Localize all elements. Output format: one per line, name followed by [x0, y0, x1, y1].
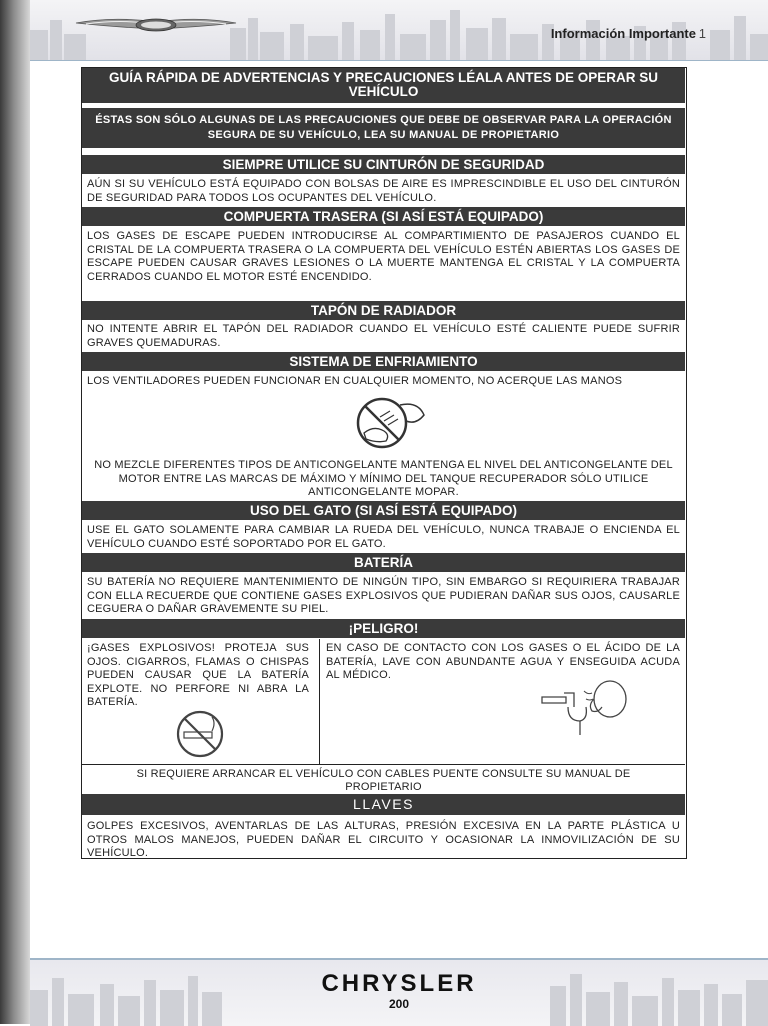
danger-heading: ¡PELIGRO!	[82, 619, 685, 638]
chrysler-brand-wordmark: CHRYSLER	[321, 970, 477, 997]
no-smoking-flame-icon	[172, 709, 232, 759]
jack-heading: USO DEL GATO (SI ASÍ ESTÁ EQUIPADO)	[82, 501, 685, 520]
danger-left-text: ¡GASES EXPLOSIVOS! PROTEJA SUS OJOS. CIGARROS, FLAMAS O CHISPAS PUEDEN CAUSAR QUE LA BATERÍA EXPLOTE. NO PERFORE NI ABRA LA BATERÍA.	[87, 642, 309, 709]
jumpstart-text: SI REQUIERE ARRANCAR EL VEHÍCULO CON CABLES PUENTE CONSULTE SU MANUAL DE PROPIETARIO	[136, 768, 631, 793]
liftgate-text: LOS GASES DE ESCAPE PUEDEN INTRODUCIRSE AL COMPARTIMIENTO DE PASAJEROS CUANDO EL CRISTAL DE LA COMPUERTA TRASERA O LA COMPUERTA DEL VEHÍCULO ESTÉN ABIERTAS LOS GASES DE ESCAPE PUEDEN CAUSAR GRAVES LESIONES O LA MUERTE MANTENGA EL CRISTAL Y LA COMPUERTA CERRADOS CUANDO EL MOTOR ESTÉ ENCENDIDO.	[87, 230, 680, 283]
danger-right-text: EN CASO DE CONTACTO CON LOS GASES O EL ÁCIDO DE LA BATERÍA, LAVE CON ABUNDANTE AGUA Y ENSEGUIDA ACUDA AL MÉDICO.	[326, 642, 680, 682]
antifreeze-text: NO MEZCLE DIFERENTES TIPOS DE ANTICONGELANTE MANTENGA EL NIVEL DEL ANTICONGELANTE DEL MOTOR ENTRE LAS MARCAS DE MÁXIMO Y MÍNIMO DEL TANQUE RECUPERADOR SÓLO UTILICE ANTICONGELANTE MOPAR.	[94, 459, 673, 499]
page-header	[30, 0, 768, 61]
liftgate-heading: COMPUERTA TRASERA (SI ASÍ ESTÁ EQUIPADO)	[82, 207, 685, 226]
no-hands-fan-icon	[350, 397, 432, 451]
danger-divider	[319, 639, 320, 764]
cooling-heading: SISTEMA DE ENFRIAMIENTO	[82, 352, 685, 371]
seatbelt-heading: SIEMPRE UTILICE SU CINTURÓN DE SEGURIDAD	[82, 155, 685, 174]
page-number: 200	[388, 997, 410, 1011]
radiator-text: NO INTENTE ABRIR EL TAPÓN DEL RADIADOR CUANDO EL VEHÍCULO ESTÉ CALIENTE PUEDE SUFRIR GRAVES QUEMADURAS.	[87, 323, 680, 349]
eye-wash-icon	[540, 677, 632, 739]
section-page-tag: 1	[698, 26, 706, 41]
seatbelt-text: AÚN SI SU VEHÍCULO ESTÁ EQUIPADO CON BOLSAS DE AIRE ES IMPRESCINDIBLE EL USO DEL CINTURÓN DE SEGURIDAD PARA TODOS LOS OCUPANTES DEL VEHÍCULO.	[87, 178, 680, 204]
page-left-edge	[0, 0, 30, 1024]
subtitle: ÉSTAS SON SÓLO ALGUNAS DE LAS PRECAUCIONES QUE DEBE DE OBSERVAR PARA LA OPERACIÓN SEGURA DE SU VEHÍCULO, LEA SU MANUAL DE PROPIETARIO	[82, 108, 685, 148]
battery-text: SU BATERÍA NO REQUIERE MANTENIMIENTO DE NINGÚN TIPO, SIN EMBARGO SI REQUIRIERA TRABAJAR CON ELLA RECUERDE QUE CONTIENE GASES EXPLOSIVOS QUE PUDIERAN DAÑAR SUS OJOS, CAUSARLE CEGUERA O DAÑAR GRAVEMENTE SU PIEL.	[87, 576, 680, 616]
section-title: Información Importante	[550, 26, 696, 41]
jack-text: USE EL GATO SOLAMENTE PARA CAMBIAR LA RUEDA DEL VEHÍCULO, NUNCA TRABAJE O ENCIENDA EL VEHÍCULO CUANDO ESTÉ SOPORTADO POR EL GATO.	[87, 524, 680, 550]
cooling-text: LOS VENTILADORES PUEDEN FUNCIONAR EN CUALQUIER MOMENTO, NO ACERQUE LAS MANOS	[87, 375, 623, 387]
keys-heading: LLAVES	[82, 794, 685, 815]
page-footer	[30, 958, 768, 1026]
radiator-heading: TAPÓN DE RADIADOR	[82, 301, 685, 320]
main-title: GUÍA RÁPIDA DE ADVERTENCIAS Y PRECAUCIONES LÉALA ANTES DE OPERAR SU VEHÍCULO	[82, 68, 685, 103]
chrysler-wings-logo	[74, 14, 238, 38]
warnings-card	[81, 67, 687, 859]
keys-text: GOLPES EXCESIVOS, AVENTARLAS DE LAS ALTURAS, PRESIÓN EXCESIVA EN LA PARTE PLÁSTICA U OTROS MALOS MANEJOS, PUEDEN DAÑAR EL CIRCUITO Y OCASIONAR LA INMOVILIZACIÓN DE SU VEHÍCULO.	[87, 820, 680, 860]
battery-heading: BATERÍA	[82, 553, 685, 572]
